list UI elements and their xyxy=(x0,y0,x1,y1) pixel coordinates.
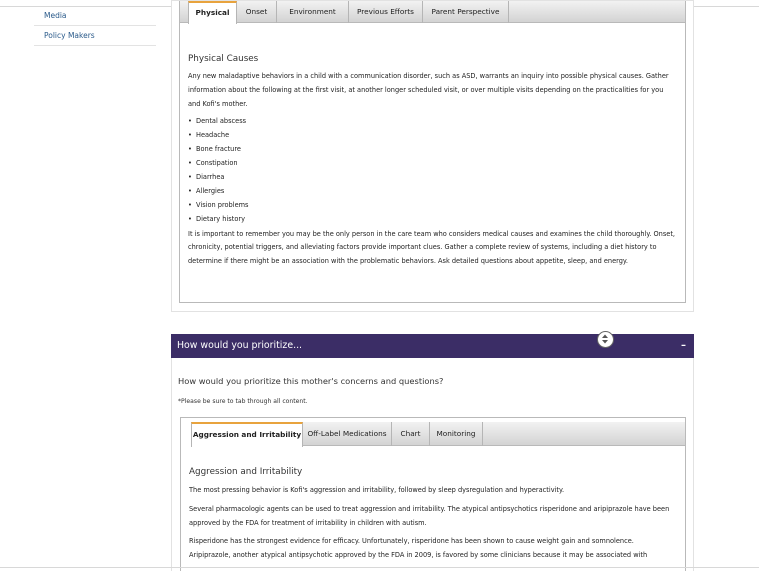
tab-content xyxy=(189,466,677,563)
accordion-title: How would you prioritize... xyxy=(177,340,303,351)
tab-bar xyxy=(180,1,685,23)
tab-card xyxy=(180,417,686,571)
collapse-toggle[interactable]: – xyxy=(681,340,686,351)
tab-content xyxy=(188,53,677,269)
tab-aggression-irritability[interactable]: Aggression and Irritability xyxy=(191,422,303,447)
tab-environment[interactable]: Environment xyxy=(277,1,349,23)
list-item: • Bone fracture xyxy=(188,143,677,157)
prioritize-panel xyxy=(171,358,694,571)
closing-paragraph: It is important to remember you may be the only person in the care team who considers medical causes and examines the child thoroughly. Onset, chronicity, potential triggers, and alleviating factors provide important clues. Gather a complete review of systems, including a diet history to determine if there might be an association with the problematic behaviors. Ask detailed questions about appetite, sleep, and energy. xyxy=(188,229,676,266)
list-item: • Vision problems xyxy=(188,199,677,213)
list-item: • Dental abscess xyxy=(188,115,677,129)
tab-previous-efforts[interactable]: Previous Efforts xyxy=(349,1,423,23)
tab-note: *Please be sure to tab through all content. xyxy=(178,398,308,405)
paragraph: Several pharmacologic agents can be used to treat aggression and irritability. The atypical antipsychotics risperidone and aripiprazole have been approved by the FDA for treatment of irritability in children with autism. xyxy=(189,504,670,527)
tab-monitoring[interactable]: Monitoring xyxy=(430,422,483,446)
physical-causes-panel xyxy=(171,0,694,312)
list-item: • Diarrhea xyxy=(188,171,677,185)
tab-chart[interactable]: Chart xyxy=(392,422,430,446)
tab-parent-perspective[interactable]: Parent Perspective xyxy=(423,1,509,23)
list-item: • Dietary history xyxy=(188,213,677,227)
accordion-header[interactable] xyxy=(171,334,694,358)
intro-paragraph: Any new maladaptive behaviors in a child with a communication disorder, such as ASD, warrants an inquiry into possible physical causes. Gather information about the following at the first visit, at another longer scheduled visit, or over multiple visits depending on the practicalities for you and Kofi's mother. xyxy=(188,72,669,108)
section-title: Physical Causes xyxy=(188,54,259,64)
paragraph: Risperidone has the strongest evidence for efficacy. Unfortunately, risperidone has been shown to cause weight gain and somnolence. Aripiprazole, another atypical antipsychotic approved by the FDA in 2009, is favored by some clinicians because it may be associated with xyxy=(189,537,648,560)
bottom-divider xyxy=(0,567,759,568)
sidebar-item-policy-makers[interactable]: Policy Makers xyxy=(34,26,156,46)
list-item: • Allergies xyxy=(188,185,677,199)
paragraph: The most pressing behavior is Kofi's aggression and irritability, followed by sleep dysregulation and hyperactivity. xyxy=(189,486,565,494)
tab-physical[interactable]: Physical xyxy=(188,1,237,24)
tab-off-label-medications[interactable]: Off-Label Medications xyxy=(303,422,392,446)
sidebar-item-media[interactable]: Media xyxy=(34,6,156,26)
section-title: Aggression and Irritability xyxy=(189,467,303,477)
scroll-arrows-icon[interactable] xyxy=(597,331,614,348)
tab-onset[interactable]: Onset xyxy=(237,1,277,23)
tab-bar xyxy=(191,422,685,446)
sidebar-nav xyxy=(34,6,156,46)
list-item: • Headache xyxy=(188,129,677,143)
list-item: • Constipation xyxy=(188,157,677,171)
tab-card xyxy=(179,1,686,303)
prioritize-question: How would you prioritize this mother's concerns and questions? xyxy=(178,376,444,386)
physical-causes-list xyxy=(188,115,677,226)
